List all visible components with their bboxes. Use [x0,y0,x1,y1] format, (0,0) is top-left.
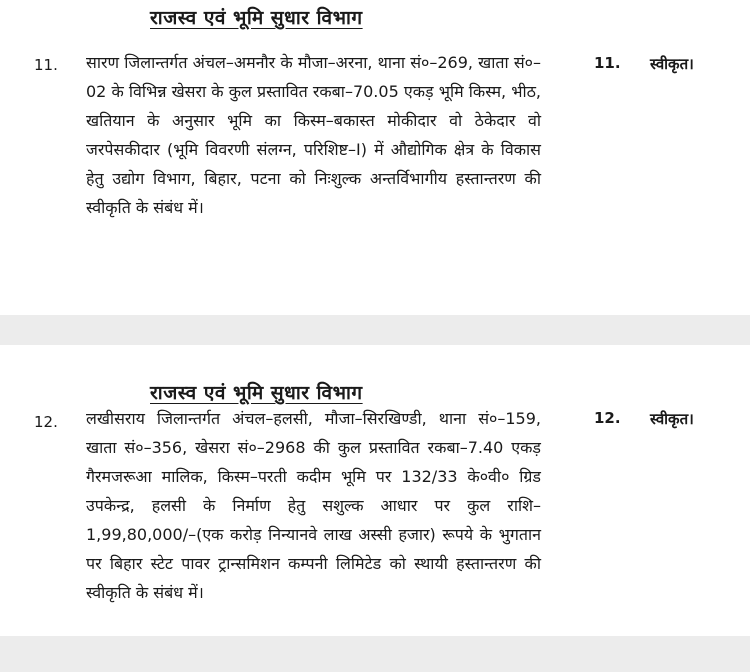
department-heading: राजस्व एवं भूमि सुधार विभाग [150,7,363,29]
item-number: 12. [34,413,58,431]
page-separator [0,315,750,345]
page-separator [0,636,750,672]
item-description: सारण जिलान्तर्गत अंचल–अमनौर के मौजा–अरना, थाना सं०–269, खाता सं०–02 के विभिन्न खेसरा के कुल प्रस्तावित रकबा–70.05 एकड़ भूमि किस्म, भीठ, खतियान के अनुसार भूमि का किस्म–बकास्त मोकीदार वो ठेकेदार वो जरपेसकीदार (भूमि विवरणी संलग्न, परिशिष्ट–I) में औद्योगिक क्षेत्र के विकास हेतु उद्योग विभाग, बिहार, पटना को निःशुल्क अन्तर्विभागीय हस्तान्तरण की स्वीकृति के संबंध में। [86,53,541,217]
agenda-item-12 [0,345,750,636]
item-description: लखीसराय जिलान्तर्गत अंचल–हलसी, मौजा–सिरखिण्डी, थाना सं०–159, खाता सं०–356, खेसरा सं०–2968 की कुल प्रस्तावित रकबा–7.40 एकड़ गैरमजरूआ मालिक, किस्म–परती कदीम भूमि पर 132/33 के०वी० ग्रिड उपकेन्द्र, हलसी के निर्माण हेतु सशुल्क आधार पर कुल राशि–1,99,80,000/–(एक करोड़ निन्यानवे लाख अस्सी हजार) रूपये के भुगतान पर बिहार स्टेट पावर ट्रान्समिशन कम्पनी लिमिटेड को स्थायी हस्तान्तरण की स्वीकृति के संबंध में। [86,409,541,602]
decision-number: 12. [594,409,621,427]
decision-number: 11. [594,54,621,72]
decision-status: स्वीकृत। [650,410,694,428]
agenda-item-11 [0,0,750,315]
decision-status: स्वीकृत। [650,55,694,73]
item-number: 11. [34,56,58,74]
department-heading: राजस्व एवं भूमि सुधार विभाग [150,382,363,404]
